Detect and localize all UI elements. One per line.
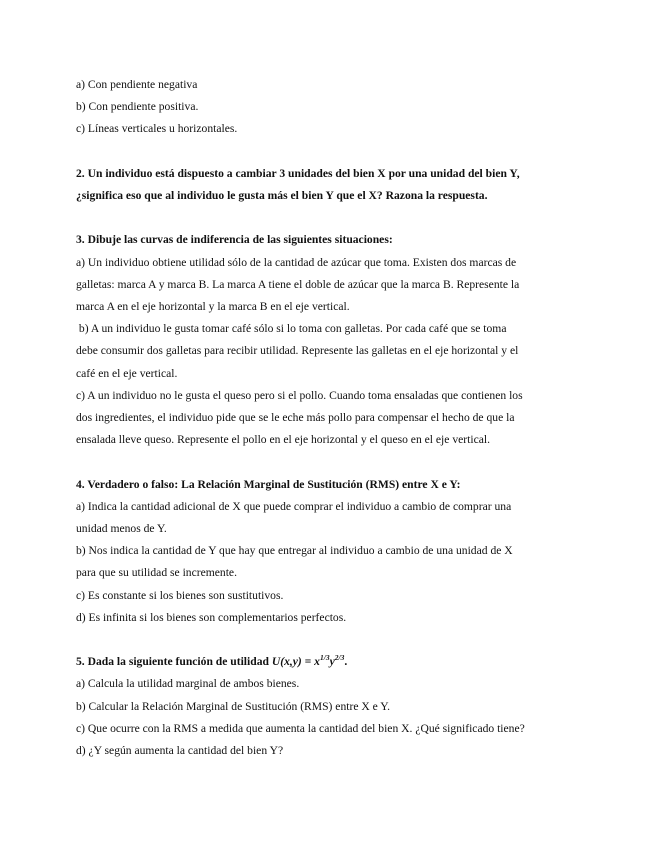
formula-end: . xyxy=(344,655,348,669)
q3-a-line-2: galletas: marca A y marca B. La marca A tiene el doble de azúcar que la marca B. Represente la xyxy=(76,277,520,291)
question-5 xyxy=(76,651,581,762)
question-2 xyxy=(76,163,581,207)
q1-options xyxy=(76,74,581,141)
q3-b-line-1: b) A un individuo le gusta tomar café sólo si lo toma con galletas. Por cada café que se toma xyxy=(76,322,507,336)
q5-title-row xyxy=(76,651,581,673)
q3-c-line-3: ensalada lleve queso. Represente el pollo en el eje horizontal y el queso en el eje vertical. xyxy=(76,433,490,447)
q4-title: 4. Verdadero o falso: La Relación Marginal de Sustitución (RMS) entre X e Y: xyxy=(76,477,461,491)
q5-d: d) ¿Y según aumenta la cantidad del bien Y? xyxy=(76,744,284,758)
q2-line-1: 2. Un individuo está dispuesto a cambiar 3 unidades del bien X por una unidad del bien Y, xyxy=(76,166,520,180)
q3-a-line-3: marca A en el eje horizontal y la marca B en el eje vertical. xyxy=(76,300,350,313)
utility-formula xyxy=(272,655,344,668)
q5-a: a) Calcula la utilidad marginal de ambos bienes. xyxy=(76,677,300,691)
q4-b-line-2: para que su utilidad se incremente. xyxy=(76,566,237,580)
q4-a-line-2: unidad menos de Y. xyxy=(76,522,167,536)
question-3 xyxy=(76,229,581,451)
q3-c-line-2: dos ingredientes, el individuo pide que se le eche más pollo para compensar el hecho de que la xyxy=(76,411,515,425)
q3-c-line-1: c) A un individuo no le gusta el queso pero si el pollo. Cuando toma ensaladas que contienen los xyxy=(76,388,523,402)
formula-exp-y: 2/3 xyxy=(334,653,345,663)
q5-title: 5. Dada la siguiente función de utilidad xyxy=(76,655,272,669)
q5-c: c) Que ocurre con la RMS a medida que aumenta la cantidad del bien X. ¿Qué significado tiene? xyxy=(76,721,525,735)
q4-d: d) Es infinita si los bienes son complementarios perfectos. xyxy=(76,610,347,624)
formula-exp-x: 1/3 xyxy=(319,653,330,663)
formula-y: y xyxy=(329,655,335,669)
q4-b-line-1: b) Nos indica la cantidad de Y que hay que entregar al individuo a cambio de una unidad de X xyxy=(76,544,513,558)
q2-line-2: ¿significa eso que al individuo le gusta más el bien Y que el X? Razona la respuesta. xyxy=(76,189,488,202)
q1-option-a: a) Con pendiente negativa xyxy=(76,78,198,91)
q5-b: b) Calcular la Relación Marginal de Sustitución (RMS) entre X e Y. xyxy=(76,699,391,713)
q3-title: 3. Dibuje las curvas de indiferencia de las siguientes situaciones: xyxy=(76,233,393,247)
q3-b-line-2: debe consumir dos galletas para recibir utilidad. Represente las galletas en el eje horizontal y el xyxy=(76,344,519,358)
q4-c: c) Es constante si los bienes son sustitutivos. xyxy=(76,588,284,602)
q4-a-line-1: a) Indica la cantidad adicional de X que puede comprar el individuo a cambio de comprar una xyxy=(76,499,512,513)
q1-option-c: c) Líneas verticales u horizontales. xyxy=(76,122,238,136)
formula-lhs: U(x,y) = x xyxy=(271,655,320,669)
q3-b-line-3: café en el eje vertical. xyxy=(76,366,178,380)
question-4 xyxy=(76,474,581,629)
exercise-page xyxy=(76,74,581,762)
q1-option-b: b) Con pendiente positiva. xyxy=(76,100,199,114)
q3-a-line-1: a) Un individuo obtiene utilidad sólo de la cantidad de azúcar que toma. Existen dos marcas de xyxy=(76,255,517,269)
